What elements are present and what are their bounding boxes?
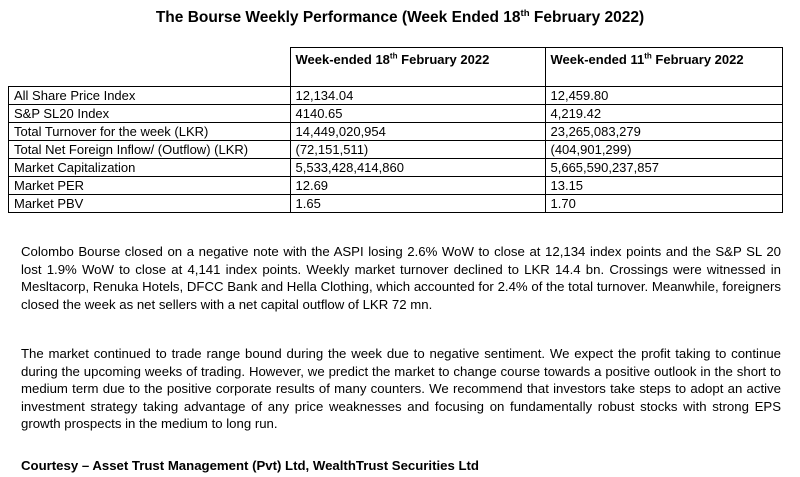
row-current-value: 1.65 [290,195,545,213]
table-row [9,141,783,159]
table-row [9,195,783,213]
row-previous-value: (404,901,299) [545,141,782,159]
row-current-value: (72,151,511) [290,141,545,159]
row-current-value: 12,134.04 [290,87,545,105]
row-label: Total Net Foreign Inflow/ (Outflow) (LKR) [9,141,291,159]
row-previous-value: 5,665,590,237,857 [545,159,782,177]
row-label: Market Capitalization [9,159,291,177]
row-previous-value: 1.70 [545,195,782,213]
header-current-tail: February 2022 [397,52,490,67]
row-label: Market PER [9,177,291,195]
market-outlook-paragraph: The market continued to trade range bound during the week due to negative sentiment. We expect the profit taking to continue during the upcoming weeks of trading. However, we predict the market to change course towards a positive outlook in the short to medium term due to the positive corporate results of many counters. We recommend that investors take steps to adopt an active investment strategy taking advantage of any price weaknesses and focusing on fundamentally robust stocks with strong EPS growth prospects in the medium to long run. [21,346,781,432]
header-previous-tail: February 2022 [651,52,744,67]
row-previous-value: 23,265,083,279 [545,123,782,141]
header-previous-text: Week-ended 11 [550,52,645,67]
title-superscript: th [520,7,530,19]
table-row [9,105,783,123]
table-row [9,177,783,195]
title-tail: February 2022) [529,9,645,26]
row-label: All Share Price Index [9,87,291,105]
header-current-sup: th [389,51,398,61]
title-text: The Bourse Weekly Performance (Week Ended 18 [155,9,521,26]
courtesy-line: Courtesy – Asset Trust Management (Pvt) Ltd, WealthTrust Securities Ltd [21,458,479,473]
header-blank-cell [9,48,291,87]
row-label: Total Turnover for the week (LKR) [9,123,291,141]
row-previous-value: 12,459.80 [545,87,782,105]
row-label: S&P SL20 Index [9,105,291,123]
row-current-value: 12.69 [290,177,545,195]
header-previous-week [545,48,782,87]
header-current-week [290,48,545,87]
table-row [9,123,783,141]
row-previous-value: 13.15 [545,177,782,195]
table-header-row [9,48,783,87]
table-row [9,87,783,105]
performance-table [8,47,783,213]
row-previous-value: 4,219.42 [545,105,782,123]
market-summary-paragraph: Colombo Bourse closed on a negative note with the ASPI losing 2.6% WoW to close at 12,134 index points and the S&P SL 20 lost 1.9% WoW to close at 4,141 index points. Weekly market turnover declined to LKR 14.4 bn. Crossings were witnessed in Mesltacorp, Renuka Hotels, DFCC Bank and Hella Clothing, which accounted for 2.4% of the total turnover. Meanwhile, foreigners closed the week as net sellers with a net capital outflow of LKR 72 mn. [21,244,781,312]
page-title [0,8,800,28]
row-label: Market PBV [9,195,291,213]
header-current-text: Week-ended 18 [295,52,390,67]
row-current-value: 14,449,020,954 [290,123,545,141]
header-previous-sup: th [644,51,652,61]
row-current-value: 4140.65 [290,105,545,123]
row-current-value: 5,533,428,414,860 [290,159,545,177]
table-row [9,159,783,177]
